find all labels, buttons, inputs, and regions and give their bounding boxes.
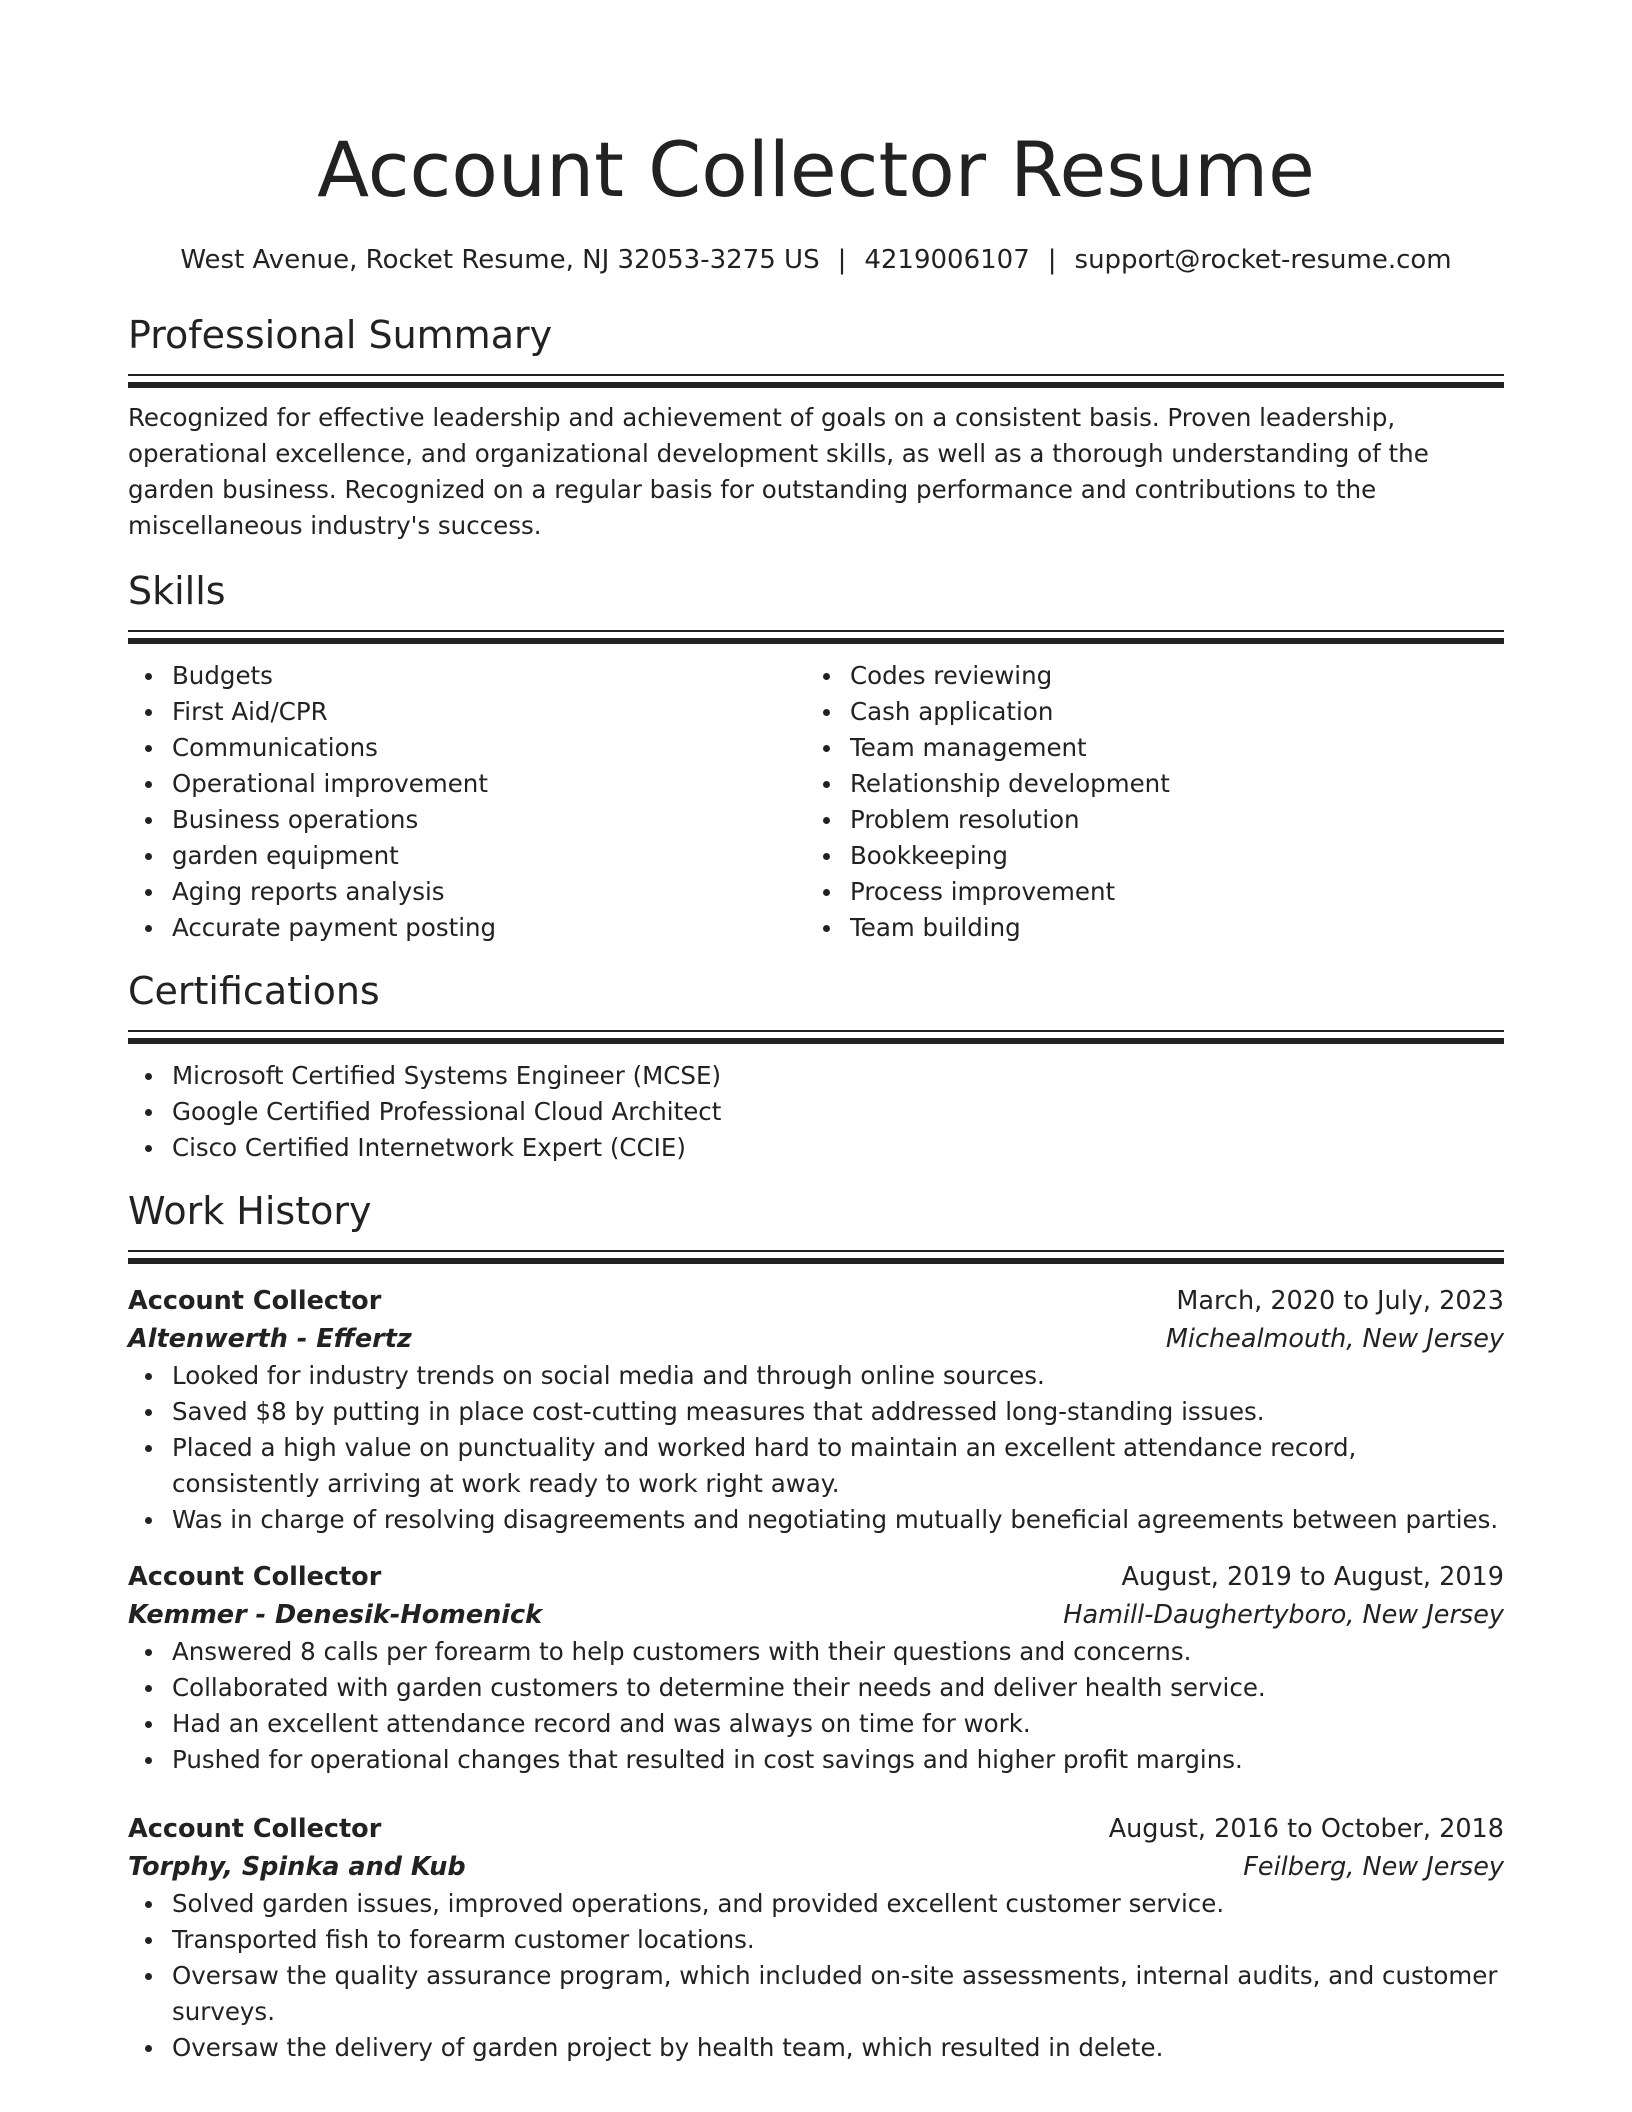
job-bullet: Collaborated with garden customers to determine their needs and deliver health service. xyxy=(172,1670,1504,1706)
job-bullet: Had an excellent attendance record and was always on time for work. xyxy=(172,1706,1504,1742)
section-divider xyxy=(128,630,1504,644)
skills-column-left xyxy=(128,658,806,946)
section-work-history xyxy=(128,1186,1504,2066)
section-title-work-history: Work History xyxy=(128,1189,372,1233)
skill-item: Codes reviewing xyxy=(850,658,1484,694)
job-entry xyxy=(128,1558,1504,1778)
job-bullet: Oversaw the delivery of garden project by health team, which resulted in delete. xyxy=(172,2030,1504,2066)
job-bullet: Answered 8 calls per forearm to help customers with their questions and concerns. xyxy=(172,1634,1504,1670)
contact-separator: | xyxy=(837,245,847,275)
job-dates: August, 2016 to October, 2018 xyxy=(1108,1814,1504,1844)
skills-grid xyxy=(128,658,1504,946)
skill-item: Relationship development xyxy=(850,766,1484,802)
section-divider xyxy=(128,1030,1504,1044)
section-title-certifications: Certifications xyxy=(128,969,380,1013)
job-bullet: Placed a high value on punctuality and worked hard to maintain an excellent attendance record, consistently arriving at work ready to work right away. xyxy=(172,1430,1504,1502)
section-skills xyxy=(128,566,1504,946)
job-dates: August, 2019 to August, 2019 xyxy=(1121,1562,1504,1592)
skill-item: Cash application xyxy=(850,694,1484,730)
job-bullet: Saved $8 by putting in place cost-cutting measures that addressed long-standing issues. xyxy=(172,1394,1504,1430)
job-subheader xyxy=(128,1848,1504,1886)
job-dates: March, 2020 to July, 2023 xyxy=(1176,1286,1504,1316)
job-title: Account Collector xyxy=(128,1286,382,1316)
certification-item: Cisco Certified Internetwork Expert (CCIE) xyxy=(172,1130,1504,1166)
job-location: Feilberg, New Jersey xyxy=(1243,1852,1504,1882)
section-title-summary: Professional Summary xyxy=(128,313,553,357)
resume-title: Account Collector Resume xyxy=(317,125,1315,214)
skill-item: Problem resolution xyxy=(850,802,1484,838)
section-title-skills: Skills xyxy=(128,569,226,613)
job-location: Hamill-Daughertyboro, New Jersey xyxy=(1063,1600,1504,1630)
job-company: Kemmer - Denesik-Homenick xyxy=(128,1600,543,1630)
section-summary xyxy=(128,310,1504,544)
skills-column-right xyxy=(806,658,1484,946)
resume-page xyxy=(128,0,1504,2066)
job-title: Account Collector xyxy=(128,1814,382,1844)
job-location: Michealmouth, New Jersey xyxy=(1165,1324,1504,1354)
skill-item: Accurate payment posting xyxy=(172,910,806,946)
job-bullet: Was in charge of resolving disagreements and negotiating mutually beneficial agreements between parties. xyxy=(172,1502,1504,1538)
job-company: Torphy, Spinka and Kub xyxy=(128,1852,466,1882)
job-title: Account Collector xyxy=(128,1562,382,1592)
certification-item: Google Certified Professional Cloud Architect xyxy=(172,1094,1504,1130)
contact-line xyxy=(128,242,1504,278)
skill-item: Operational improvement xyxy=(172,766,806,802)
skill-item: Aging reports analysis xyxy=(172,874,806,910)
job-bullet: Pushed for operational changes that resulted in cost savings and higher profit margins. xyxy=(172,1742,1504,1778)
skill-item: Bookkeeping xyxy=(850,838,1484,874)
section-certifications xyxy=(128,966,1504,1166)
job-subheader xyxy=(128,1320,1504,1358)
contact-email[interactable]: support@rocket-resume.com xyxy=(1074,245,1452,275)
job-bullet: Looked for industry trends on social media and through online sources. xyxy=(172,1358,1504,1394)
contact-phone: 4219006107 xyxy=(864,245,1030,275)
contact-separator: | xyxy=(1047,245,1057,275)
certification-item: Microsoft Certified Systems Engineer (MCSE) xyxy=(172,1058,1504,1094)
job-bullet: Transported fish to forearm customer locations. xyxy=(172,1922,1504,1958)
job-entry xyxy=(128,1282,1504,1538)
job-header xyxy=(128,1282,1504,1320)
skill-item: Budgets xyxy=(172,658,806,694)
job-entry xyxy=(128,1810,1504,2066)
skill-item: Team building xyxy=(850,910,1484,946)
job-subheader xyxy=(128,1596,1504,1634)
job-header xyxy=(128,1810,1504,1848)
job-bullet: Oversaw the quality assurance program, which included on-site assessments, internal audits, and customer surveys. xyxy=(172,1958,1504,2030)
job-header xyxy=(128,1558,1504,1596)
contact-address: West Avenue, Rocket Resume, NJ 32053-3275 US xyxy=(180,245,820,275)
job-bullet: Solved garden issues, improved operations, and provided excellent customer service. xyxy=(172,1886,1504,1922)
skill-item: Process improvement xyxy=(850,874,1484,910)
section-divider xyxy=(128,374,1504,388)
skill-item: garden equipment xyxy=(172,838,806,874)
skill-item: Team management xyxy=(850,730,1484,766)
skill-item: First Aid/CPR xyxy=(172,694,806,730)
skill-item: Communications xyxy=(172,730,806,766)
job-company: Altenwerth - Effertz xyxy=(128,1324,412,1354)
section-divider xyxy=(128,1250,1504,1264)
skill-item: Business operations xyxy=(172,802,806,838)
summary-text: Recognized for effective leadership and achievement of goals on a consistent basis. Proven leadership, operational excellence, and organizational development skills, as well as a thorough understanding of the garden business. Recognized on a regular basis for outstanding performance and contributions to the miscellaneous industry's success. xyxy=(128,403,1429,540)
